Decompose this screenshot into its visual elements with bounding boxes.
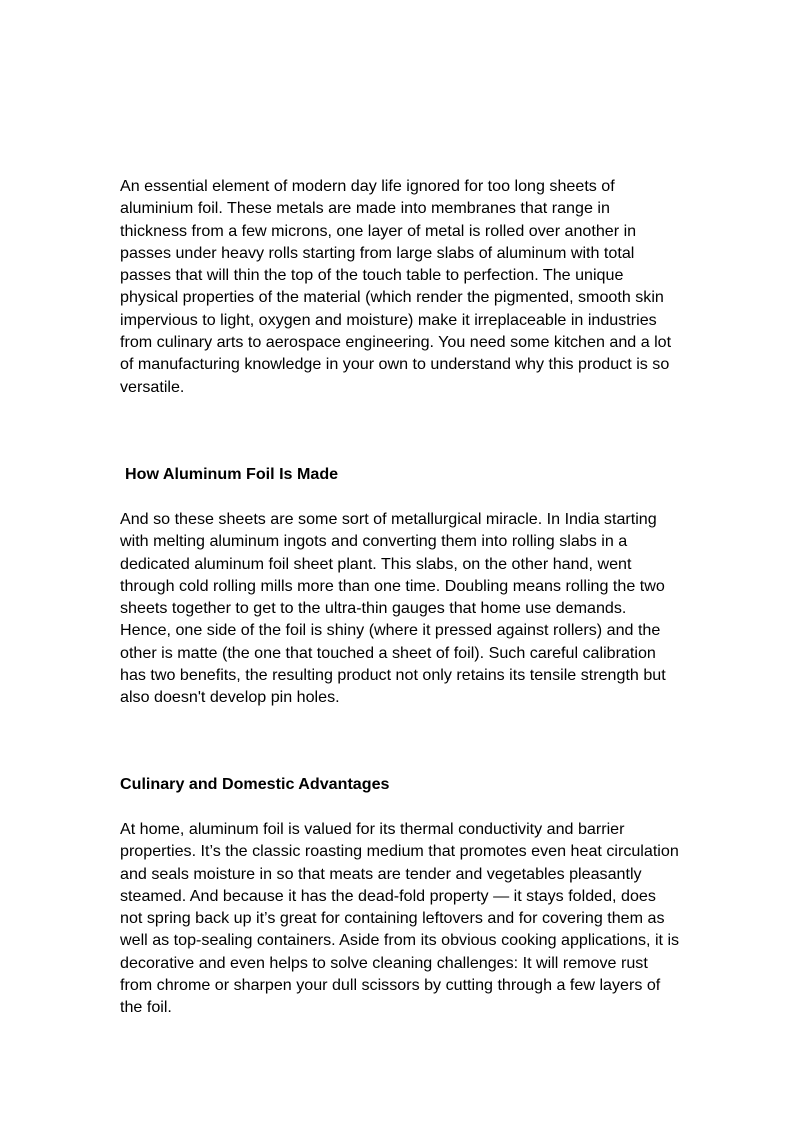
section-paragraph-how-made: And so these sheets are some sort of metallurgical miracle. In India starting with melting aluminum ingots and converting them into rolling slabs in a dedicated aluminum foil sheet plant. This slabs, on the other hand, went through cold rolling mills more than one time. Doubling means rolling the two sheets together to get to the ultra-thin gauges that home use demands. Hence, one side of the foil is shiny (where it pressed against rollers) and the other is matte (the one that touched a sheet of foil). Such careful calibration has two benefits, the resulting product not only retains its tensile strength but also doesn't develop pin holes. xyxy=(120,510,666,707)
intro-paragraph: An essential element of modern day life ignored for too long sheets of aluminium foil. These metals are made into membranes that range in thickness from a few microns, one layer of metal is rolled over another in passes under heavy rolls starting from large slabs of aluminum with total passes that will thin the top of the touch table to perfection. The unique physical properties of the material (which render the pigmented, smooth skin impervious to light, oxygen and moisture) make it irreplaceable in industries from culinary arts to aerospace engineering. You need some kitchen and a lot of manufacturing knowledge in your own to understand why this product is so versatile. xyxy=(120,177,672,396)
section-heading-how-made: How Aluminum Foil Is Made xyxy=(125,465,339,483)
section-heading-culinary: Culinary and Domestic Advantages xyxy=(120,775,390,793)
section-paragraph-culinary: At home, aluminum foil is valued for its thermal conductivity and barrier properties. It’s the classic roasting medium that promotes even heat circulation and seals moisture in so that meats are tender and vegetables pleasantly steamed. And because it has the dead-fold property — it stays folded, does not spring back up it’s great for containing leftovers and for covering them as well as top-sealing containers. Aside from its obvious cooking applications, it is decorative and even helps to solve cleaning challenges: It will remove rust from chrome or sharpen your dull scissors by cutting through a few layers of the foil. xyxy=(120,820,680,1017)
